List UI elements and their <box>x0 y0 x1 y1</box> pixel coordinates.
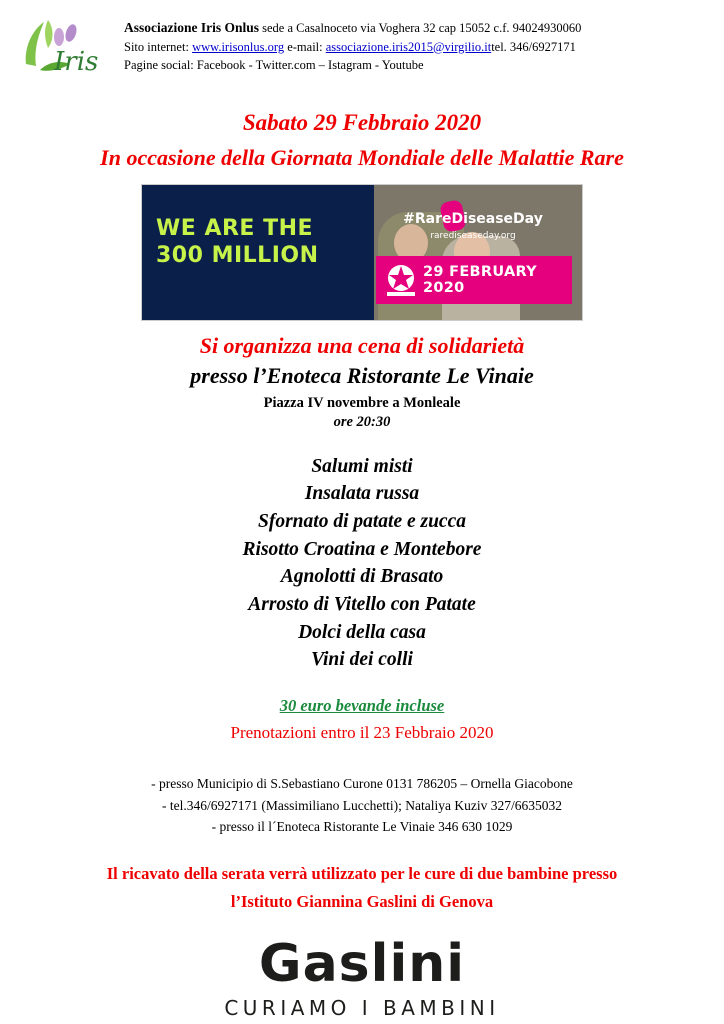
header-line-org <box>124 18 706 38</box>
menu-item: Sfornato di patate e zucca <box>258 510 466 532</box>
banner-hashtag: #RareDiseaseDay <box>403 210 543 227</box>
banner-headline <box>156 215 319 270</box>
banner-url: rarediseaseday.org <box>430 230 516 241</box>
menu-item: Risotto Croatina e Montebore <box>242 538 482 560</box>
header-line-contact <box>124 38 706 56</box>
banner-headline-line1: WE ARE THE <box>156 215 314 241</box>
contacts-block <box>0 773 724 838</box>
header-text-block <box>114 14 706 74</box>
banner-headline-line2: 300 MILLION <box>156 243 319 268</box>
gaslini-tagline: CURIAMO I BAMBINI <box>224 995 500 1020</box>
title-block <box>0 106 724 174</box>
org-address: sede a Casalnoceto via Voghera 32 cap 15052 c.f. 94024930060 <box>262 21 582 35</box>
menu-item: Agnolotti di Brasato <box>280 566 444 588</box>
rare-disease-day-banner <box>141 184 583 321</box>
email-link[interactable]: associazione.iris2015@virgilio.it <box>325 39 492 54</box>
org-name: Associazione Iris Onlus <box>124 20 260 35</box>
price-block <box>0 696 724 743</box>
menu-item: Salumi misti <box>311 455 413 477</box>
website-link[interactable]: www.irisonlus.org <box>192 39 285 54</box>
banner-date-text: 29 FEBRUARY 2020 <box>423 263 537 296</box>
event-address: Piazza IV novembre a Monleale <box>263 394 461 411</box>
event-subtitle: Si organizza una cena di solidarietà <box>199 332 525 358</box>
closing-line-2: l’Istituto Giannina Gaslini di Genova <box>230 891 494 911</box>
menu-item: Arrosto di Vitello con Patate <box>248 593 476 615</box>
menu-list <box>0 453 724 675</box>
event-venue: presso l’Enoteca Ristorante Le Vinaie <box>190 362 534 388</box>
iris-logo <box>18 14 114 80</box>
event-date-title: Sabato 29 Febbraio 2020 <box>242 110 482 135</box>
menu-item: Insalata russa <box>304 483 420 505</box>
contact-line: - presso il l´Enoteca Ristorante Le Vinaie 346 630 1029 <box>211 819 513 835</box>
closing-line-1: Il ricavato della serata verrà utilizzato per le cure di due bambine presso <box>106 863 618 883</box>
menu-item: Vini dei colli <box>311 649 413 671</box>
banner-container <box>0 184 724 321</box>
price-amount: 30 euro bevande incluse <box>279 696 445 715</box>
header-line-social: Pagine social: Facebook - Twitter.com – Istagram - Youtube <box>124 57 424 72</box>
site-label: Sito internet: <box>124 39 189 54</box>
rare-disease-day-logo-icon <box>379 258 423 302</box>
event-block <box>0 333 724 431</box>
iris-logo-icon <box>18 14 114 80</box>
page-header <box>0 0 724 80</box>
event-occasion-title: In occasione della Giornata Mondiale delle Malattie Rare <box>100 144 624 170</box>
email-label: e-mail: <box>287 39 323 54</box>
phone-text: tel. 346/6927171 <box>491 39 576 54</box>
event-time: ore 20:30 <box>333 413 391 430</box>
svg-text:Iris: Iris <box>54 47 99 77</box>
contact-line: - presso Municipio di S.Sebastiano Curone 0131 786205 – Ornella Giacobone <box>151 776 573 791</box>
menu-item: Dolci della casa <box>298 621 426 643</box>
reservation-deadline: Prenotazioni entro il 23 Febbraio 2020 <box>230 723 494 742</box>
banner-date-box <box>376 256 572 304</box>
gaslini-name: Gaslini <box>258 933 466 994</box>
gaslini-logo <box>0 933 724 1020</box>
contact-line: - tel.346/6927171 (Massimiliano Lucchetti); Nataliya Kuziv 327/6635032 <box>161 797 563 813</box>
closing-block <box>0 860 724 916</box>
